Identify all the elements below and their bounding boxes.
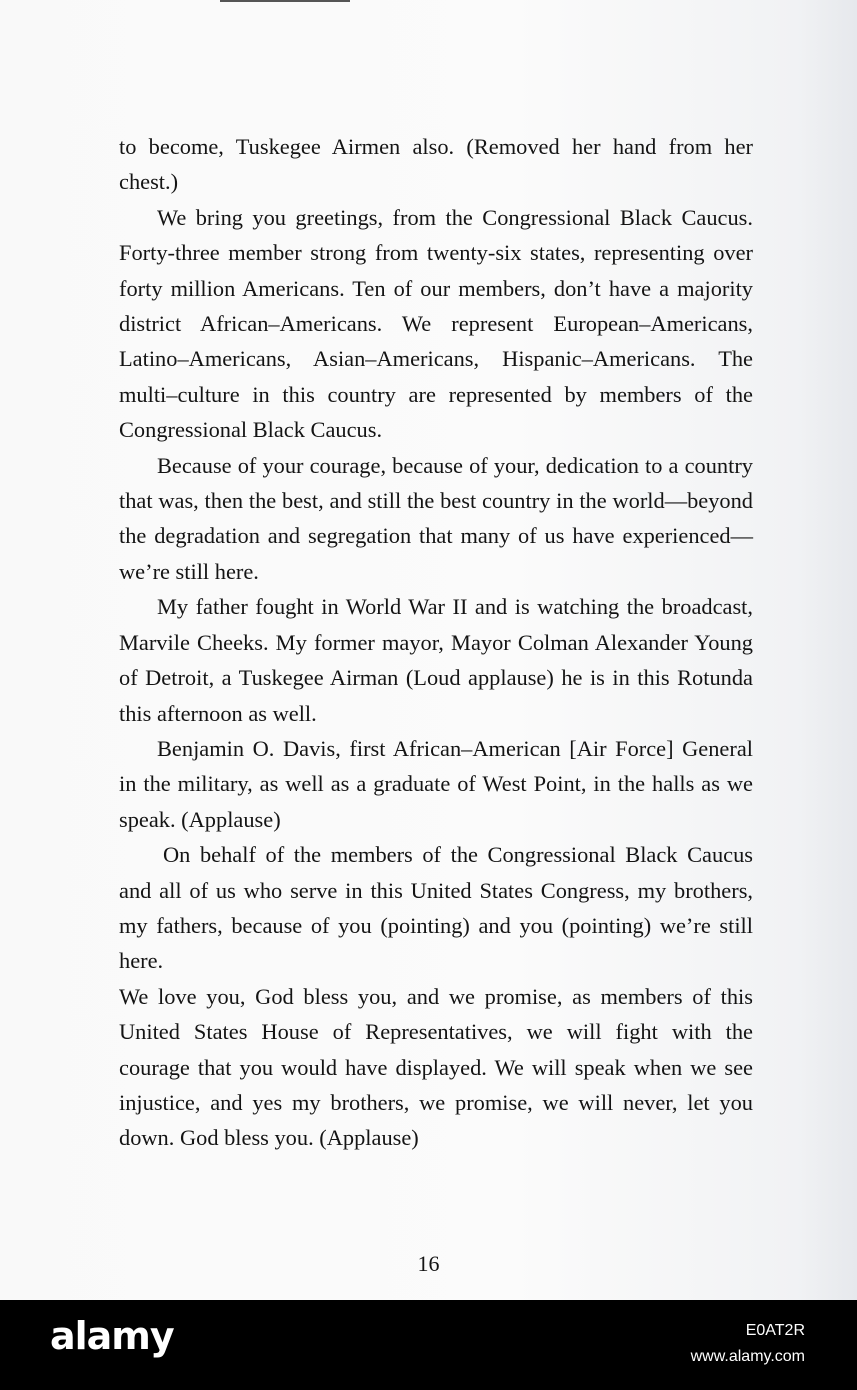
paragraph-5: Benjamin O. Davis, first African–American [Air Force] General in the military, as well as a graduate of West Point, in the halls as we speak. (Applause)	[119, 735, 753, 832]
paragraph-3: Because of your courage, because of your, dedication to a country that was, then the best, and still the best country in the world—beyond the degradation and segregation that many of us have experienced—we’re still here.	[119, 452, 753, 584]
alamy-logo: alamy	[50, 1314, 174, 1358]
footer-url: www.alamy.com	[690, 1348, 805, 1365]
paragraph-2: We bring you greetings, from the Congressional Black Caucus. Forty-three member strong from twenty-six states, representing over forty million Americans. Ten of our members, don’t have a majority district African–Americans. We represent European–Americans, Latino–Americans, Asian–Americans, Hispanic–Americans. The multi–culture in this country are represented by members of the Congressional Black Caucus.	[119, 204, 753, 443]
watermark-footer	[0, 1300, 857, 1390]
top-rule	[220, 0, 350, 2]
paragraph-6: On behalf of the members of the Congressional Black Caucus and all of us who serve in this United States Congress, my brothers, my fathers, because of you (pointing) and you (pointing) we’re still here.	[119, 842, 753, 974]
page-number: 16	[417, 1251, 440, 1276]
image-id: E0AT2R	[745, 1322, 805, 1339]
paragraph-7: We love you, God bless you, and we promise, as members of this United States House of Representatives, we will fight with the courage that you would have displayed. We will speak when we see injustice, and yes my brothers, we promise, we will never, let you down. God bless you. (Applause)	[119, 983, 753, 1151]
body-text	[119, 129, 753, 1156]
paragraph-1: to become, Tuskegee Airmen also. (Removed her hand from her chest.)	[119, 134, 753, 195]
paragraph-4: My father fought in World War II and is watching the broadcast, Marvile Cheeks. My former mayor, Mayor Colman Alexander Young of Detroit, a Tuskegee Airman (Loud applause) he is in this Rotunda this afternoon as well.	[119, 594, 753, 726]
